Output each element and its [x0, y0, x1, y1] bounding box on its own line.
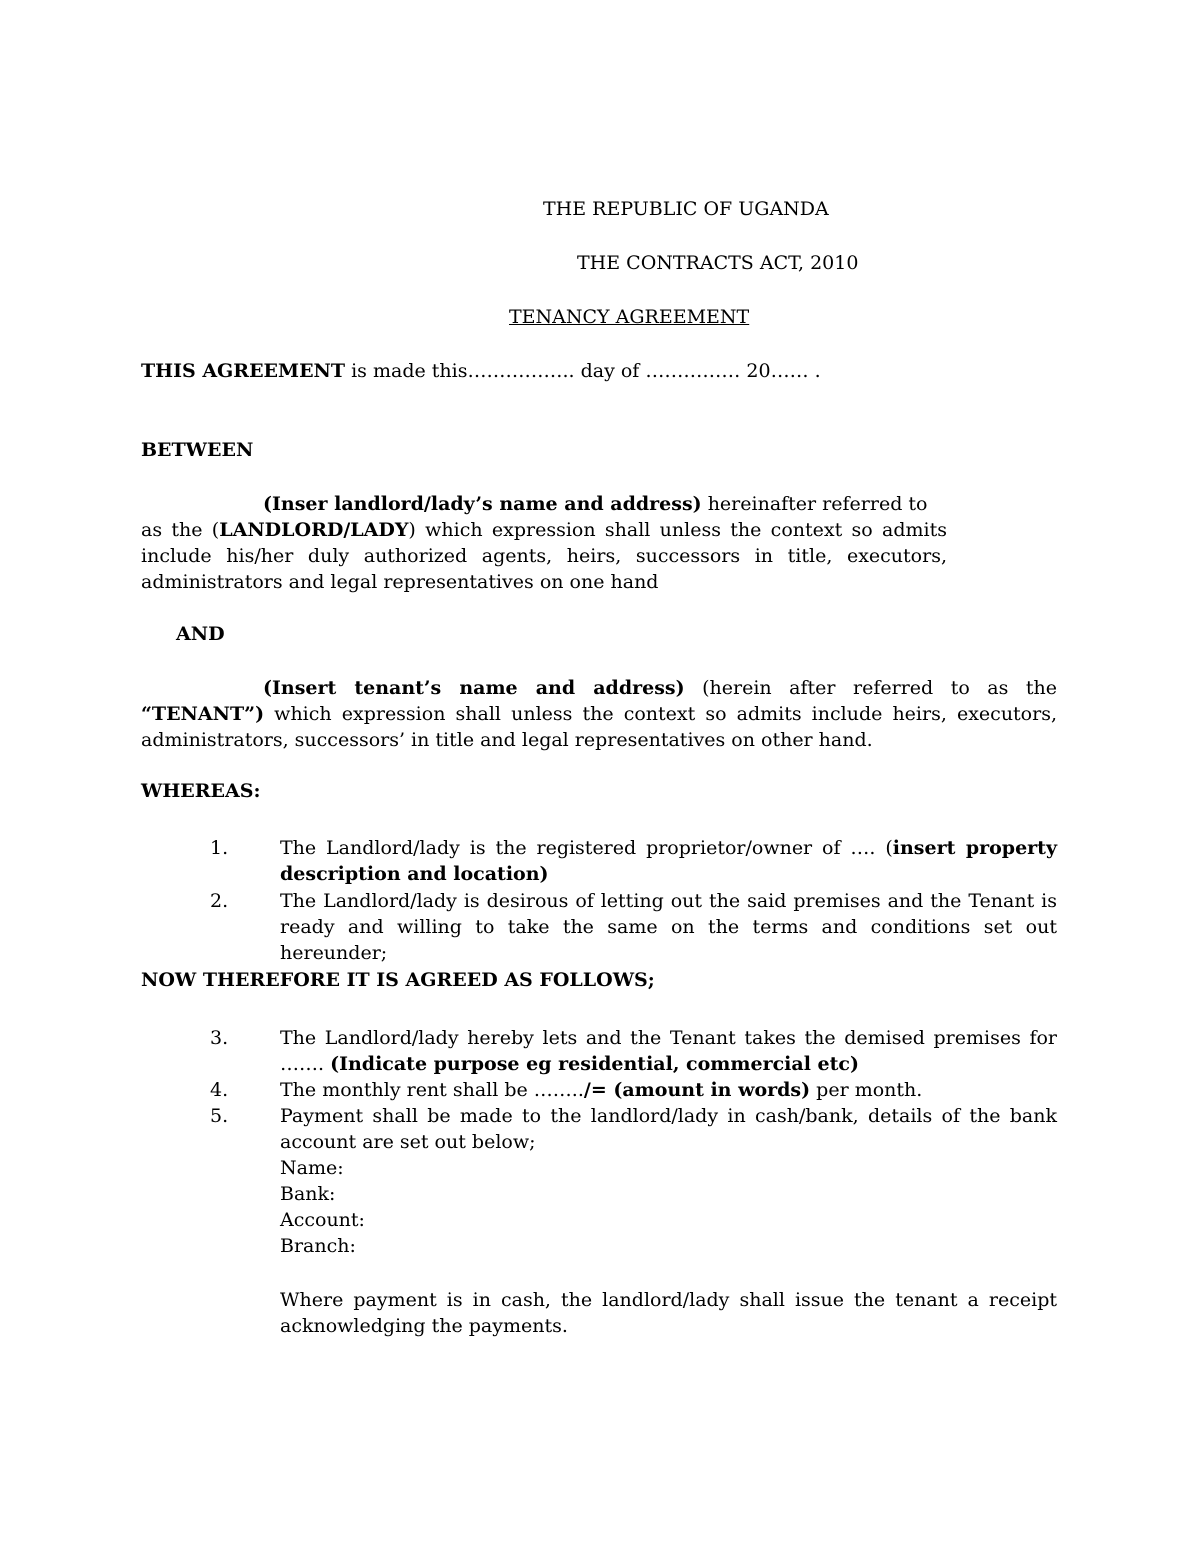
whereas-item: The Landlord/lady is desirous of letting out the said premises and the Tenant is ready and willing to take the same on the terms and conditions set out hereunder; [280, 890, 1057, 964]
tenant-line2-rest: which expression shall unless the context so admits include heirs, executors, [264, 703, 1057, 725]
agreed-item [280, 1103, 1057, 1339]
landlord-line1-rest: hereinafter referred to [701, 493, 928, 515]
bank-field-bank: Bank: [280, 1183, 336, 1205]
tenant-line1-rest: (herein after referred to as the [702, 677, 1057, 699]
cash-payment-note: Where payment is in cash, the landlord/lady shall issue the tenant a receipt acknowledging the payments. [280, 1289, 1057, 1337]
agreed-item-4-placeholder: /= (amount in words) [583, 1079, 811, 1101]
tenant-line-2 [141, 701, 1057, 727]
whereas-item-number: 1. [210, 837, 229, 859]
landlord-line-1 [141, 491, 947, 517]
tenant-placeholder: (Insert tenant’s name and address) [263, 677, 685, 699]
whereas-item-1-placeholder: insert property description and location) [280, 837, 1057, 885]
landlord-line-2 [141, 517, 947, 543]
agreed-item-4-end: per month. [810, 1079, 923, 1101]
landlord-line-4: administrators and legal representatives on one hand [141, 571, 659, 593]
intro-rest: is made this…………….. day of …………… 20…… . [345, 360, 821, 382]
whereas-item [280, 835, 1057, 887]
agreed-item-number: 3. [210, 1027, 229, 1049]
tenant-paragraph [141, 675, 1057, 753]
republic-heading: THE REPUBLIC OF UGANDA [543, 198, 829, 220]
agreed-item-4-text: The monthly rent shall be …….. [280, 1079, 584, 1101]
agreed-item-3-placeholder: (Indicate purpose eg residential, commercial etc) [330, 1053, 859, 1075]
agreed-item-number: 5. [210, 1105, 229, 1127]
landlord-line-3: include his/her duly authorized agents, heirs, successors in title, executors, [141, 545, 947, 567]
between-heading: BETWEEN [141, 439, 254, 461]
page-title: TENANCY AGREEMENT [509, 306, 750, 328]
landlord-line2-rest: ) which expression shall unless the context so admits [408, 519, 947, 541]
bank-field-branch: Branch: [280, 1235, 356, 1257]
landlord-line2-pre: as the ( [141, 519, 220, 541]
agreed-item-3-text: The Landlord/lady hereby lets and the Tenant takes the demised premises for [280, 1027, 1057, 1049]
tenant-label: “TENANT”) [141, 703, 265, 725]
whereas-item-1-text: The Landlord/lady is the registered proprietor/owner of …. ( [280, 837, 893, 859]
agreed-item-3-dots: ……. [280, 1053, 331, 1075]
agreed-item-5-text: Payment shall be made to the landlord/lady in cash/bank, details of the bank account are set out below; [280, 1105, 1057, 1153]
landlord-placeholder: (Inser landlord/lady’s name and address) [263, 493, 702, 515]
and-heading: AND [176, 623, 225, 645]
tenant-line-3: administrators, successors’ in title and legal representatives on other hand. [141, 729, 873, 751]
landlord-label: LANDLORD/LADY [219, 519, 409, 541]
bank-field-account: Account: [280, 1209, 365, 1231]
intro-lead: THIS AGREEMENT [141, 360, 346, 382]
agreed-item [280, 1077, 1057, 1103]
act-heading: THE CONTRACTS ACT, 2010 [577, 252, 859, 274]
tenant-line-1 [141, 675, 1057, 701]
agreed-heading: NOW THEREFORE IT IS AGREED AS FOLLOWS; [141, 969, 655, 991]
whereas-heading: WHEREAS: [141, 780, 261, 802]
agreed-item-number: 4. [210, 1079, 229, 1101]
whereas-item-number: 2. [210, 890, 229, 912]
bank-field-name: Name: [280, 1157, 344, 1179]
landlord-paragraph [141, 491, 947, 595]
intro-line [141, 358, 821, 384]
agreed-item [280, 1025, 1057, 1077]
